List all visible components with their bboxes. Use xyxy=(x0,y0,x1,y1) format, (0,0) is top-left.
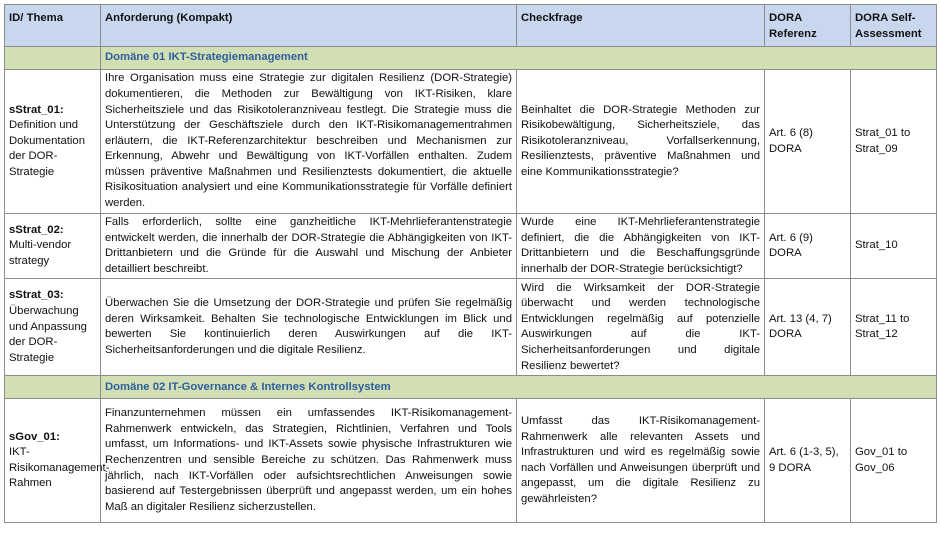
requirement-id: sStrat_03: xyxy=(9,289,64,302)
header-dora-reference: DORA Referenz xyxy=(765,5,851,47)
header-requirement: Anforderung (Kompakt) xyxy=(101,5,517,47)
header-check-question: Checkfrage xyxy=(517,5,765,47)
domain-row-01 xyxy=(5,47,937,70)
requirement-theme: Multi-vendor strategy xyxy=(9,239,72,267)
dora-reference: Art. 6 (1-3, 5), 9 DORA xyxy=(765,399,851,523)
dora-reference: Art. 13 (4, 7) DORA xyxy=(765,279,851,376)
requirement-text: Überwachen Sie die Umsetzung der DOR-Strategie und prüfen Sie regelmäßig deren Wirksamkeit. Behalten Sie technologische Entwicklungen im Blick und bewerten Sie kontinuierlich deren Auswirkungen auf die IKT-Sicherheitsanforderungen und die digitale Resilienz. xyxy=(101,279,517,376)
check-question-text: Wird die Wirksamkeit der DOR-Strategie überwacht und werden technologische Entwicklungen regelmäßig auf potenzielle Auswirkungen auf die IKT-Sicherheitsanforderungen und digitale Resilienz bewertet? xyxy=(517,279,765,376)
domain-title: Domäne 02 IT-Governance & Internes Kontrollsystem xyxy=(101,376,937,399)
header-row xyxy=(5,5,937,47)
domain-spacer xyxy=(5,376,101,399)
check-question-text: Wurde eine IKT-Mehrlieferantenstrategie definiert, die die Abhängigkeiten von IKT-Drittanbietern und die Beschaffungsgründe innerhalb der DOR-Strategie berücksichtigt? xyxy=(517,214,765,279)
dora-reference: Art. 6 (8) DORA xyxy=(765,70,851,214)
requirements-table-container xyxy=(4,4,936,552)
check-question-text: Umfasst das IKT-Risikomanagement-Rahmenwerk alle relevanten Assets und Infrastrukturen und wird es regelmäßig sowie nach Vorfällen und Anweisungen überprüft und angepasst, um die digitale Resilienz zu gewährleisten? xyxy=(517,399,765,523)
self-assessment-ref: Strat_10 xyxy=(851,214,937,279)
header-id-theme: ID/ Thema xyxy=(5,5,101,47)
requirement-text: Falls erforderlich, sollte eine ganzheitliche IKT-Mehrlieferantenstrategie entwickelt werden, die innerhalb der DOR-Strategie die Abhängigkeiten von IKT-Drittanbietern und die Gründe für die Auswahl und Mischung der Anbieter detailliert beschreibt. xyxy=(101,214,517,279)
table-row xyxy=(5,70,937,214)
requirement-id: sStrat_02: xyxy=(9,223,64,236)
requirement-theme: Überwachung und Anpassung der DOR-Strategie xyxy=(9,304,87,364)
table-row xyxy=(5,214,937,279)
id-theme-cell xyxy=(5,70,101,214)
requirements-table xyxy=(4,4,937,523)
dora-reference: Art. 6 (9) DORA xyxy=(765,214,851,279)
id-theme-cell xyxy=(5,279,101,376)
table-row xyxy=(5,399,937,523)
requirement-text: Ihre Organisation muss eine Strategie zur digitalen Resilienz (DOR-Strategie) dokumentieren, die Methoden zur Bewältigung von IKT-Risiken, klare Sicherheitsziele und das Risikotoleranzniveau festlegt. Die Strategie muss die Unterstützung der Geschäftsziele durch den IKT-Risikomanagementrahmen erläutern, die IKT-Referenzarchitektur beschreiben und Mechanismen zur Erkennung, Abwehr und Bewältigung von IKT-Vorfällen enthalten. Zudem müssen präventive Maßnahmen und Resilienztests dokumentiert, die aktuelle Risikosituation analysiert und eine Kommunikationsstrategie für Vorfälle definiert werden. xyxy=(101,70,517,214)
header-dora-self-assessment: DORA Self-Assessment xyxy=(851,5,937,47)
self-assessment-ref: Gov_01 to Gov_06 xyxy=(851,399,937,523)
self-assessment-ref: Strat_01 to Strat_09 xyxy=(851,70,937,214)
requirement-id: sGov_01: xyxy=(9,430,60,443)
domain-title: Domäne 01 IKT-Strategiemanagement xyxy=(101,47,937,70)
id-theme-cell xyxy=(5,399,110,523)
check-question-text: Beinhaltet die DOR-Strategie Methoden zur Risikobewältigung, Sicherheitsziele, das Risikotoleranzniveau, Vorfallserkennung, Resilienztests, präventive Maßnahmen und eine Kommunikationsstrategie? xyxy=(517,70,765,214)
requirement-theme: IKT-Risikomanagement-Rahmen xyxy=(9,446,110,490)
requirement-text: Finanzunternehmen müssen ein umfassendes IKT-Risikomanagement-Rahmenwerk entwickeln, das Strategien, Richtlinien, Verfahren und Tools umfasst, um Informations- und IKT-Assets sowie physische Infrastrukturen wie Rechenzentren und sensible Bereiche zu schützen. Das Rahmenwerk muss jährlich, nach IKT-Vorfällen oder aufsichtsrechtlichen Anweisungen sowie basierend auf Testergebnissen überprüft und angepasst werden, um ein hohes Maß an digitaler Resilienz sicherzustellen. xyxy=(101,399,517,523)
domain-spacer xyxy=(5,47,101,70)
self-assessment-ref: Strat_11 to Strat_12 xyxy=(851,279,937,376)
requirement-theme: Definition und Dokumentation der DOR-Strategie xyxy=(9,119,85,178)
id-theme-cell xyxy=(5,214,101,279)
domain-row-02 xyxy=(5,376,937,399)
table-row xyxy=(5,279,937,376)
requirement-id: sStrat_01: xyxy=(9,103,64,116)
